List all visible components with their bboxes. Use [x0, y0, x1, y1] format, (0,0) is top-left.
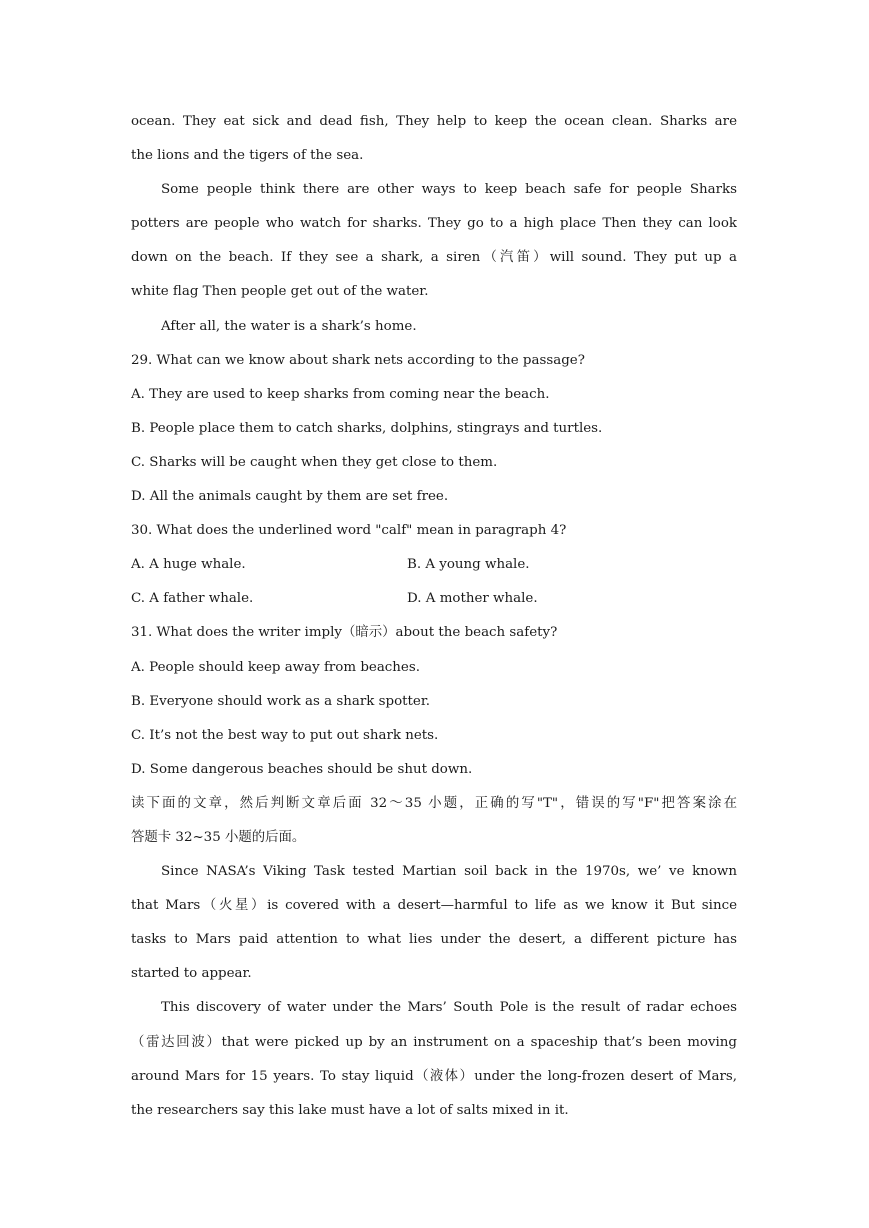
question-30-options-row-1	[131, 548, 737, 582]
question-31-stem: 31. What does the writer imply（暗示）about the beach safety?	[131, 625, 558, 641]
question-31-option-c: C. It’s not the best way to put out shark nets.	[131, 727, 439, 743]
section-instruction: 答题卡 32~35 小题的后面。	[131, 829, 306, 845]
question-29-stem: 29. What can we know about shark nets according to the passage?	[131, 352, 585, 368]
question-31-option-d: D. Some dangerous beaches should be shut down.	[131, 761, 473, 777]
question-29-option-c: C. Sharks will be caught when they get close to them.	[131, 454, 498, 470]
passage-line: potters are people who watch for sharks. They go to a high place Then they can look	[131, 216, 737, 232]
question-30-option-c: C. A father whale.	[131, 591, 254, 607]
question-30-option-b: B. A young whale.	[407, 557, 530, 573]
passage-line: the lions and the tigers of the sea.	[131, 148, 364, 164]
passage-line: around Mars for 15 years. To stay liquid（液体）under the long-frozen desert of Mars,	[131, 1068, 737, 1084]
passage-line: （雷达回波）that were picked up by an instrument on a spaceship that’s been moving	[131, 1034, 737, 1050]
question-30-stem: 30. What does the underlined word "calf" mean in paragraph 4?	[131, 523, 567, 539]
passage-line: Since NASA’s Viking Task tested Martian soil back in the 1970s, we’ ve known	[161, 864, 737, 880]
passage-line: Some people think there are other ways to keep beach safe for people Sharks	[161, 182, 737, 198]
question-30-option-d: D. A mother whale.	[407, 591, 538, 607]
passage-line: tasks to Mars paid attention to what lies under the desert, a different picture has	[131, 932, 737, 948]
passage-line: white flag Then people get out of the water.	[131, 284, 429, 300]
passage-line: the researchers say this lake must have a lot of salts mixed in it.	[131, 1102, 569, 1118]
passage-line: started to appear.	[131, 966, 252, 982]
question-29-option-a: A. They are used to keep sharks from coming near the beach.	[131, 386, 550, 402]
passage-line: that Mars（火星）is covered with a desert—harmful to life as we know it But since	[131, 898, 737, 914]
question-31-option-b: B. Everyone should work as a shark spotter.	[131, 693, 431, 709]
question-30-options-row-2	[131, 582, 737, 616]
question-30-option-a: A. A huge whale.	[131, 557, 246, 573]
document-page	[131, 105, 737, 1128]
passage-line: This discovery of water under the Mars’ South Pole is the result of radar echoes	[161, 1000, 737, 1016]
passage-line: ocean. They eat sick and dead fish, They help to keep the ocean clean. Sharks are	[131, 114, 737, 129]
section-instruction: 读下面的文章，然后判断文章后面 32～35 小题，正确的写"T"，错误的写"F"把答案涂在	[131, 795, 737, 811]
question-31-option-a: A. People should keep away from beaches.	[131, 659, 420, 675]
question-29-option-b: B. People place them to catch sharks, dolphins, stingrays and turtles.	[131, 420, 603, 436]
passage-line: down on the beach. If they see a shark, a siren（汽笛）will sound. They put up a	[131, 250, 737, 266]
question-29-option-d: D. All the animals caught by them are set free.	[131, 489, 449, 505]
passage-line: After all, the water is a shark’s home.	[161, 318, 417, 334]
